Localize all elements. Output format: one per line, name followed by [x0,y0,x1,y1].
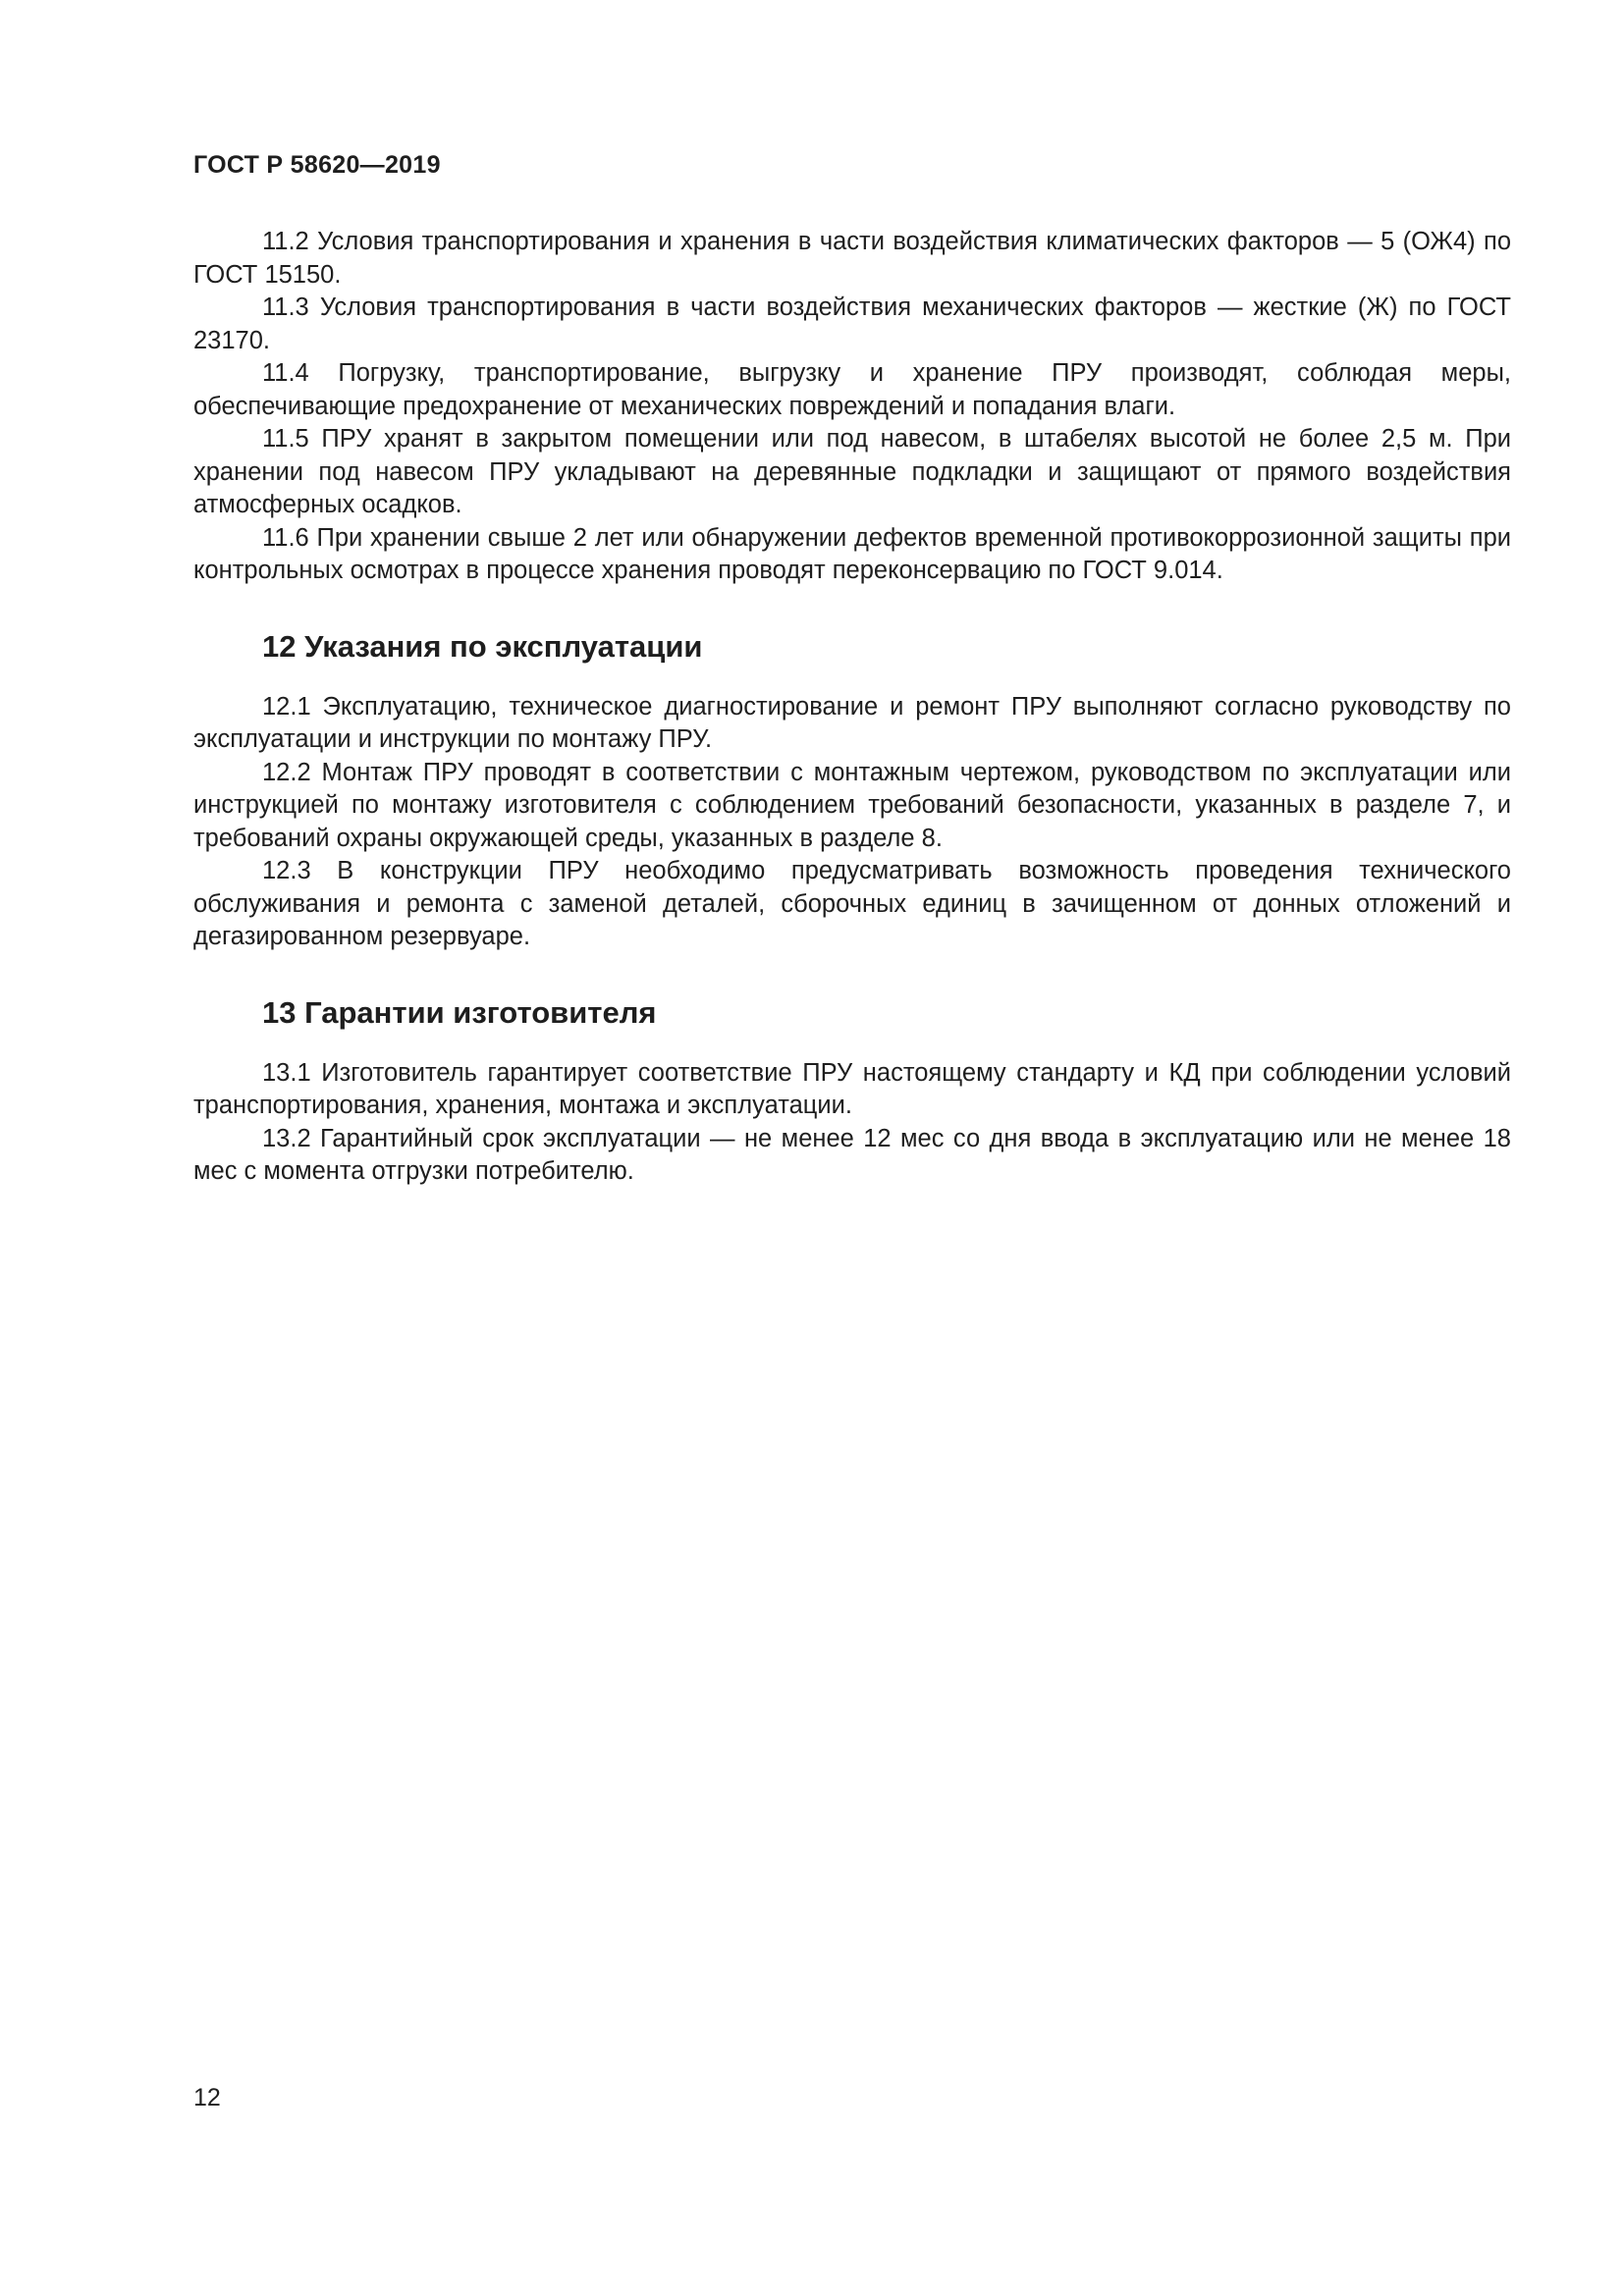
paragraph-11-6: 11.6 При хранении свыше 2 лет или обнаружении дефектов временной противокоррозионной защиты при контрольных осмотрах в процессе хранения проводят переконсервацию по ГОСТ 9.014. [193,523,1511,584]
paragraph-11-2: 11.2 Условия транспортирования и хранения в части воздействия климатических факторов — 5 (ОЖ4) по ГОСТ 15150. [193,228,1511,289]
paragraph-11-5: 11.5 ПРУ хранят в закрытом помещении или под навесом, в штабелях высотой не более 2,5 м. При хранении под навесом ПРУ укладывают на деревянные подкладки и защищают от прямого воздействия атмосферных осадков. [193,425,1511,518]
paragraph-12-2: 12.2 Монтаж ПРУ проводят в соответствии с монтажным чертежом, руководством по эксплуатации или инструкцией по монтажу изготовителя с соблюдением требований безопасности, указанных в разделе 7, и требований охраны окружающей среды, указанных в разделе 8. [193,758,1511,852]
paragraph-11-3: 11.3 Условия транспортирования в части воздействия механических факторов — жесткие (Ж) по ГОСТ 23170. [193,294,1511,354]
page-number: 12 [193,2084,221,2111]
section-12-heading: 12 Указания по эксплуатации [262,628,703,664]
paragraph-12-1: 12.1 Эксплуатацию, техническое диагностирование и ремонт ПРУ выполняют согласно руководству по эксплуатации и инструкции по монтажу ПРУ. [193,692,1511,753]
document-body [193,226,1511,1189]
paragraph-11-4: 11.4 Погрузку, транспортирование, выгрузку и хранение ПРУ производят, соблюдая меры, обеспечивающие предохранение от механических повреждений и попадания влаги. [193,359,1511,420]
paragraph-12-3: 12.3 В конструкции ПРУ необходимо предусматривать возможность проведения технического обслуживания и ремонта с заменой деталей, сборочных единиц в зачищенном от донных отложений и дегазированном резервуаре. [193,857,1511,950]
section-13-heading: 13 Гарантии изготовителя [262,994,657,1030]
document-header: ГОСТ Р 58620—2019 [193,151,441,179]
section-12 [193,627,1511,954]
section-11 [193,226,1511,588]
paragraph-13-2: 13.2 Гарантийный срок эксплуатации — не менее 12 мес со дня ввода в эксплуатацию или не менее 18 мес с момента отгрузки потребителю. [193,1124,1511,1185]
paragraph-13-1: 13.1 Изготовитель гарантирует соответствие ПРУ настоящему стандарту и КД при соблюдении условий транспортирования, хранения, монтажа и эксплуатации. [193,1058,1511,1119]
section-13 [193,993,1511,1189]
